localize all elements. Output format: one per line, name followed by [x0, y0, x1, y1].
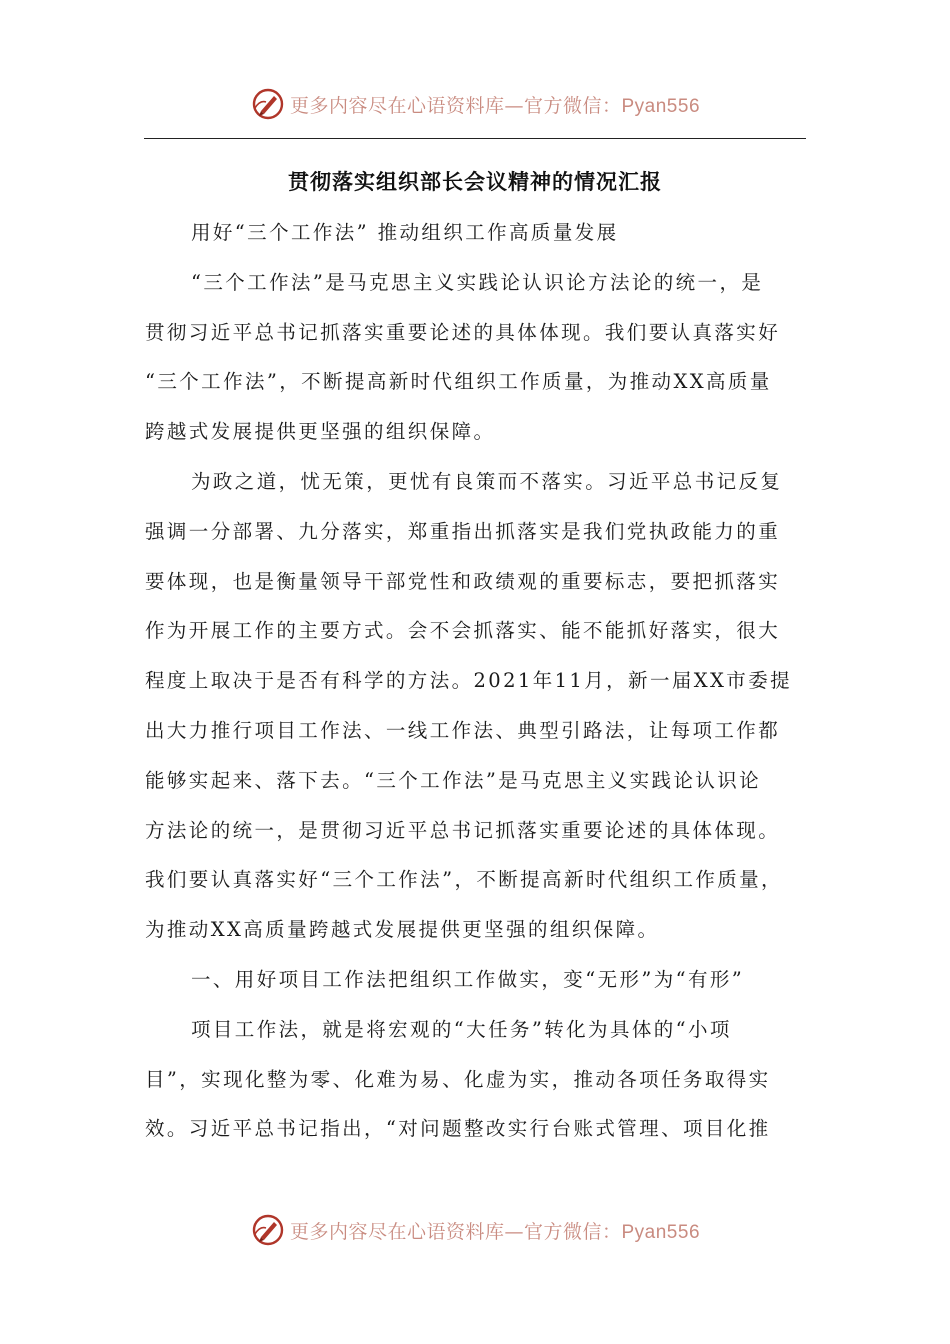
pen-logo-icon: [250, 86, 286, 122]
banner-text: 更多内容尽在心语资料库—官方微信：Pyan556: [289, 1220, 701, 1243]
text-line: 项目工作法，就是将宏观的“大任务”转化为具体的“小项: [191, 1017, 732, 1041]
text-line: 一、用好项目工作法把组织工作做实，变“无形”为“有形”: [191, 967, 745, 991]
footer-banner: [0, 1210, 950, 1250]
text-line: 程度上取决于是否有科学的方法。2021年11月，新一届XX市委提: [145, 669, 793, 693]
text-line: 作为开展工作的主要方式。会不会抓落实、能不能抓好落实，很大: [145, 619, 781, 643]
text-line: 强调一分部署、九分落实，郑重指出抓落实是我们党执政能力的重: [145, 519, 781, 543]
text-line: 我们要认真落实好“三个工作法”，不断提高新时代组织工作质量，: [145, 868, 783, 892]
document-body: [145, 208, 810, 1154]
text-line: 用好“三个工作法” 推动组织工作高质量发展: [191, 221, 619, 244]
text-line: 方法论的统一，是贯彻习近平总书记抓落实重要论述的具体体现。: [145, 818, 781, 842]
text-line: 为推动XX高质量跨越式发展提供更坚强的组织保障。: [145, 918, 660, 942]
text-line: “三个工作法”是马克思主义实践论认识论方法论的统一，是: [191, 270, 764, 294]
document-title: 贯彻落实组织部长会议精神的情况汇报: [288, 170, 662, 194]
text-line: “三个工作法”，不断提高新时代组织工作质量，为推动XX高质量: [145, 370, 772, 394]
text-line: 要体现，也是衡量领导干部党性和政绩观的重要标志，要把抓落实: [145, 569, 781, 593]
text-line: 跨越式发展提供更坚强的组织保障。: [145, 420, 496, 444]
pen-logo-icon: [250, 1212, 286, 1248]
text-line: 效。习近平总书记指出，“对问题整改实行台账式管理、项目化推: [145, 1117, 771, 1141]
header-banner: [0, 84, 950, 124]
text-line: 为政之道，忧无策，更忧有良策而不落实。习近平总书记反复: [191, 469, 783, 493]
header-divider: [144, 138, 806, 139]
text-line: 目”，实现化整为零、化难为易、化虚为实，推动各项任务取得实: [145, 1067, 771, 1091]
text-line: 出大力推行项目工作法、一线工作法、典型引路法，让每项工作都: [145, 718, 781, 742]
text-line: 贯彻习近平总书记抓落实重要论述的具体体现。我们要认真落实好: [145, 320, 781, 344]
banner-text: 更多内容尽在心语资料库—官方微信：Pyan556: [289, 94, 701, 117]
text-line: 能够实起来、落下去。“三个工作法”是马克思主义实践论认识论: [145, 768, 762, 792]
